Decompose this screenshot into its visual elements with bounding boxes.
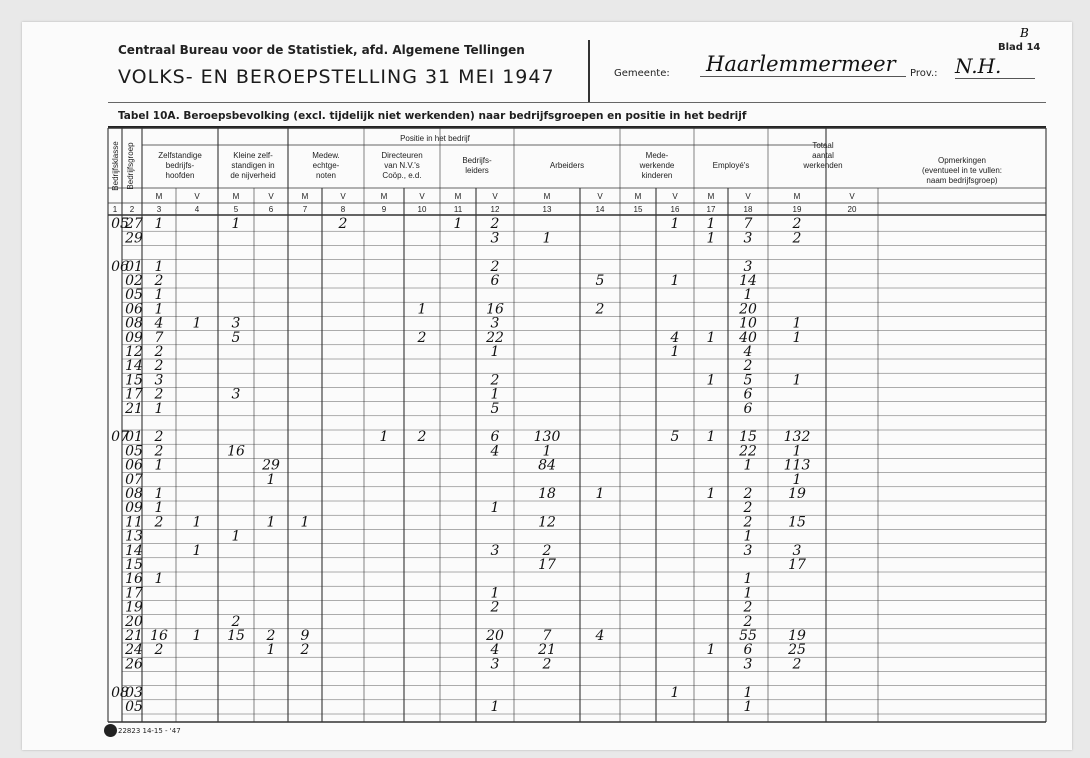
- column-number: 16: [670, 205, 680, 214]
- bedrijfsgroep-cell: 17: [125, 386, 143, 403]
- mv-label: M: [634, 192, 642, 201]
- mv-label: V: [194, 192, 200, 201]
- table-cell-value: 1: [792, 443, 802, 460]
- column-number: 7: [302, 205, 308, 214]
- mv-label: M: [793, 192, 801, 201]
- table-cell-value: 1: [154, 287, 164, 304]
- column-number: 10: [417, 205, 427, 214]
- column-number: 9: [381, 205, 387, 214]
- table-cell-value: 6: [490, 429, 500, 446]
- table-cell-value: 1: [154, 486, 164, 502]
- column-number: 11: [453, 205, 463, 214]
- table-cell-value: 20: [739, 301, 757, 318]
- table-cell-value: 1: [706, 642, 716, 659]
- table-cell-value: 3: [231, 386, 241, 403]
- table-cell-value: 1: [743, 287, 753, 304]
- table-cell-value: 2: [490, 372, 500, 389]
- bedrijfsgroep-header: Bedrijfsgroep: [126, 142, 135, 190]
- table-cell-value: 2: [743, 358, 753, 375]
- bedrijfsgroep-cell: 09: [125, 500, 143, 517]
- group-header-label: Medew.: [312, 151, 340, 160]
- table-cell-value: 1: [743, 528, 753, 545]
- table-cell-value: 2: [542, 542, 552, 559]
- table-cell-value: 15: [227, 628, 245, 644]
- table-cell-value: 40: [739, 329, 757, 346]
- bedrijfsklasse-header: Bedrijfsklasse: [111, 141, 120, 191]
- table-cell-value: 2: [595, 301, 605, 318]
- form-title: VOLKS- EN BEROEPSTELLING 31 MEI 1947: [118, 66, 555, 88]
- table-cell-value: 2: [266, 628, 276, 644]
- table-cell-value: 1: [706, 486, 716, 502]
- column-number: 14: [595, 205, 605, 214]
- mv-label: V: [340, 192, 346, 201]
- table-cell-value: 1: [706, 429, 716, 446]
- group-header-label: hoofden: [165, 171, 195, 180]
- bedrijfsgroep-cell: 11: [125, 514, 143, 531]
- group-header-label: aantal: [812, 151, 834, 160]
- table-cell-value: 2: [743, 514, 753, 531]
- bedrijfsgroep-cell: 08: [125, 315, 143, 332]
- positie-header: Positie in het bedrijf: [400, 134, 470, 143]
- bedrijfsgroep-cell: 01: [125, 429, 143, 446]
- opmerkingen-header: (eventueel in te vullen:: [921, 166, 1003, 175]
- table-cell-value: 2: [231, 613, 241, 630]
- table-cell-value: 19: [788, 628, 806, 644]
- group-header-label: Directeuren: [381, 151, 423, 160]
- group-header-label: werkenden: [803, 161, 843, 170]
- table-cell-value: 16: [486, 301, 504, 318]
- table-cell-value: 1: [192, 514, 202, 531]
- table-cell-value: 1: [154, 457, 164, 474]
- organization-header: Centraal Bureau voor de Statistiek, afd. Algemene Tellingen: [118, 43, 525, 57]
- table-cell-value: 2: [490, 599, 500, 616]
- mv-label: M: [301, 192, 309, 201]
- table-cell-value: 1: [490, 344, 500, 360]
- table-cell-value: 84: [538, 457, 556, 474]
- bedrijfsgroep-cell: 14: [125, 358, 143, 375]
- bedrijfsklasse-cell: 08: [111, 684, 129, 701]
- table-cell-value: 4: [154, 315, 164, 332]
- table-cell-value: 1: [417, 301, 427, 318]
- table-cell-value: 2: [417, 429, 427, 446]
- table-cell-value: 3: [743, 542, 753, 559]
- bedrijfsgroep-cell: 29: [125, 230, 143, 247]
- group-header-label: kinderen: [641, 171, 673, 180]
- mv-label: M: [454, 192, 462, 201]
- mv-label: M: [543, 192, 551, 201]
- mv-label: V: [492, 192, 498, 201]
- table-cell-value: 5: [231, 329, 241, 346]
- group-header-label: echtge-: [312, 161, 340, 170]
- table-cell-value: 5: [743, 372, 753, 389]
- mv-label: M: [155, 192, 163, 201]
- column-number: 19: [792, 205, 802, 214]
- table-cell-value: 1: [154, 500, 164, 517]
- column-number: 2: [129, 205, 135, 214]
- table-cell-value: 1: [670, 344, 680, 360]
- table-cell-value: 1: [706, 216, 716, 233]
- table-cell-value: 10: [739, 315, 757, 332]
- bedrijfsgroep-cell: 14: [125, 542, 143, 559]
- bedrijfsgroep-cell: 05: [125, 443, 143, 460]
- table-cell-value: 2: [792, 230, 802, 247]
- table-cell-value: 12: [538, 514, 556, 531]
- table-cell-value: 2: [490, 258, 500, 275]
- bedrijfsgroep-cell: 08: [125, 486, 143, 502]
- table-cell-value: 1: [670, 216, 680, 233]
- table-cell-value: 22: [486, 329, 504, 346]
- table-cell-value: 25: [788, 642, 806, 659]
- group-header-label: leiders: [465, 166, 489, 175]
- column-number: 20: [847, 205, 857, 214]
- table-cell-value: 1: [192, 542, 202, 559]
- province-label: Prov.:: [910, 68, 938, 79]
- table-cell-value: 9: [300, 628, 310, 644]
- gemeente-value: Haarlemmermeer: [700, 52, 906, 77]
- table-cell-value: 3: [154, 372, 164, 389]
- table-cell-value: 132: [783, 429, 811, 446]
- table-cell-value: 2: [792, 656, 802, 673]
- table-cell-value: 1: [706, 329, 716, 346]
- table-cell-value: 1: [192, 628, 202, 644]
- table-cell-value: 4: [595, 628, 605, 644]
- group-header-label: Employé's: [712, 161, 750, 170]
- table-cell-value: 2: [417, 329, 427, 346]
- bedrijfsgroep-cell: 21: [125, 400, 143, 417]
- table-cell-value: 1: [300, 514, 310, 531]
- bedrijfsgroep-cell: 06: [125, 457, 143, 474]
- group-header-label: van N.V.'s: [384, 161, 420, 170]
- bedrijfsgroep-cell: 05: [125, 287, 143, 304]
- table-cell-value: 1: [706, 372, 716, 389]
- mv-label: M: [380, 192, 388, 201]
- column-number: 18: [743, 205, 753, 214]
- table-cell-value: 2: [154, 443, 164, 460]
- group-header-label: Zelfstandige: [158, 151, 202, 160]
- table-cell-value: 19: [788, 486, 806, 502]
- table-cell-value: 2: [154, 514, 164, 531]
- table-cell-value: 1: [231, 216, 241, 233]
- bedrijfsgroep-cell: 17: [125, 585, 143, 602]
- table-cell-value: 4: [490, 642, 500, 659]
- table-cell-value: 1: [792, 372, 802, 389]
- table-cell-value: 2: [154, 344, 164, 360]
- bedrijfsklasse-cell: 07: [111, 429, 129, 446]
- table-cell-value: 2: [743, 613, 753, 630]
- bedrijfsgroep-cell: 03: [125, 684, 143, 701]
- table-cell-value: 20: [486, 628, 504, 644]
- table-cell-value: 1: [706, 230, 716, 247]
- printer-logo-icon: [104, 724, 117, 737]
- table-cell-value: 3: [490, 230, 500, 247]
- table-cell-value: 2: [154, 386, 164, 403]
- table-cell-value: 1: [490, 500, 500, 517]
- table-cell-value: 7: [542, 628, 552, 644]
- table-cell-value: 1: [490, 386, 500, 403]
- table-cell-value: 2: [743, 486, 753, 502]
- group-header-label: noten: [315, 171, 337, 180]
- table-cell-value: 2: [154, 642, 164, 659]
- bedrijfsgroep-cell: 13: [125, 528, 143, 545]
- mv-label: V: [745, 192, 751, 201]
- table-cell-value: 18: [538, 486, 556, 502]
- table-cell-value: 130: [533, 429, 561, 446]
- table-cell-value: 6: [743, 642, 753, 659]
- table-cell-value: 1: [192, 315, 202, 332]
- group-header-label: Bedrijfs-: [462, 156, 492, 165]
- table-cell-value: 1: [154, 258, 164, 275]
- bedrijfsgroep-cell: 09: [125, 329, 143, 346]
- bedrijfsgroep-cell: 07: [125, 471, 143, 488]
- page-letter-mark: B: [1020, 26, 1029, 40]
- table-cell-value: 4: [490, 443, 500, 460]
- table-cell-value: 2: [792, 216, 802, 233]
- table-cell-value: 1: [792, 315, 802, 332]
- bedrijfsgroep-cell: 19: [125, 599, 143, 616]
- table-cell-value: 3: [743, 230, 753, 247]
- column-number: 12: [490, 205, 500, 214]
- table-cell-value: 1: [266, 471, 276, 488]
- table-cell-value: 5: [670, 429, 680, 446]
- opmerkingen-header: Opmerkingen: [937, 156, 987, 165]
- bedrijfsgroep-cell: 21: [125, 628, 143, 644]
- table-cell-value: 2: [300, 642, 310, 659]
- table-cell-value: 16: [227, 443, 245, 460]
- table-cell-value: 3: [743, 258, 753, 275]
- table-cell-value: 1: [743, 571, 753, 588]
- table-cell-value: 17: [538, 557, 556, 573]
- bedrijfsklasse-cell: 06: [111, 258, 129, 275]
- table-cell-value: 1: [743, 699, 753, 715]
- table-cell-value: 21: [538, 642, 556, 659]
- mv-label: V: [419, 192, 425, 201]
- group-header-label: de nijverheid: [230, 171, 276, 180]
- mv-label: V: [597, 192, 603, 201]
- bedrijfsgroep-cell: 24: [125, 642, 143, 659]
- table-cell-value: 1: [490, 585, 500, 602]
- opmerkingen-header: naam bedrijfsgroep): [926, 176, 998, 185]
- column-number: 13: [542, 205, 552, 214]
- table-cell-value: 22: [739, 443, 757, 460]
- table-cell-value: 1: [453, 216, 463, 233]
- mv-label: V: [672, 192, 678, 201]
- table-cell-value: 16: [150, 628, 168, 644]
- table-cell-value: 5: [595, 273, 605, 289]
- table-cell-value: 7: [154, 329, 164, 346]
- table-cell-value: 1: [154, 400, 164, 417]
- table-cell-value: 6: [743, 400, 753, 417]
- bedrijfsgroep-cell: 15: [125, 557, 143, 573]
- table-cell-value: 3: [490, 656, 500, 673]
- mv-label: V: [849, 192, 855, 201]
- group-header-label: bedrijfs-: [165, 161, 195, 170]
- group-header-label: werkende: [639, 161, 675, 170]
- column-number: 4: [194, 205, 200, 214]
- table-cell-value: 55: [739, 628, 757, 644]
- mv-label: V: [268, 192, 274, 201]
- table-cell-value: 1: [542, 230, 552, 247]
- group-header-label: Totaal: [812, 141, 834, 150]
- table-cell-value: 1: [231, 528, 241, 545]
- group-header-label: Coöp., e.d.: [382, 171, 422, 180]
- table-cell-value: 2: [743, 500, 753, 517]
- bedrijfsgroep-cell: 20: [125, 613, 143, 630]
- bedrijfsgroep-cell: 02: [125, 273, 143, 289]
- table-cell-value: 1: [670, 684, 680, 701]
- bedrijfsgroep-cell: 12: [125, 344, 143, 360]
- table-cell-value: 1: [743, 585, 753, 602]
- group-header-label: Arbeiders: [549, 161, 585, 170]
- bedrijfsgroep-cell: 01: [125, 258, 143, 275]
- table-cell-value: 2: [743, 599, 753, 616]
- table-cell-value: 15: [739, 429, 757, 446]
- table-cell-value: 1: [379, 429, 389, 446]
- column-number: 8: [340, 205, 346, 214]
- table-cell-value: 2: [542, 656, 552, 673]
- bedrijfsgroep-cell: 15: [125, 372, 143, 389]
- table-cell-value: 7: [743, 216, 753, 233]
- table-cell-value: 1: [266, 642, 276, 659]
- table-cell-value: 3: [231, 315, 241, 332]
- table-cell-value: 1: [154, 571, 164, 588]
- table-cell-value: 14: [739, 273, 757, 289]
- table-cell-value: 6: [490, 273, 500, 289]
- table-cell-value: 1: [792, 329, 802, 346]
- table-cell-value: 2: [154, 358, 164, 375]
- table-cell-value: 1: [670, 273, 680, 289]
- bedrijfsgroep-cell: 26: [125, 656, 143, 673]
- province-value: N.H.: [955, 54, 1035, 79]
- page-number: Blad 14: [998, 42, 1041, 53]
- column-number: 1: [112, 205, 118, 214]
- table-cell-value: 5: [490, 400, 500, 417]
- table-cell-value: 2: [154, 273, 164, 289]
- column-number: 3: [156, 205, 162, 214]
- table-cell-value: 6: [743, 386, 753, 403]
- mv-label: M: [232, 192, 240, 201]
- table-cell-value: 1: [154, 301, 164, 318]
- bedrijfsgroep-cell: 27: [125, 216, 143, 233]
- table-cell-value: 3: [792, 542, 802, 559]
- table-cell-value: 1: [154, 216, 164, 233]
- bedrijfsklasse-cell: 05: [111, 216, 129, 233]
- table-cell-value: 1: [792, 471, 802, 488]
- table-cell-value: 1: [542, 443, 552, 460]
- bedrijfsgroep-cell: 05: [125, 699, 143, 715]
- column-number: 6: [268, 205, 274, 214]
- table-cell-value: 3: [743, 656, 753, 673]
- column-number: 5: [233, 205, 239, 214]
- table-cell-value: 15: [788, 514, 806, 531]
- table-cell-value: 1: [490, 699, 500, 715]
- table-cell-value: 29: [262, 457, 280, 474]
- table-cell-value: 17: [788, 557, 806, 573]
- gemeente-label: Gemeente:: [614, 68, 670, 79]
- form-footer-code: 22823 14-15 - '47: [118, 727, 181, 735]
- table-cell-value: 2: [154, 429, 164, 446]
- table-title: Tabel 10A. Beroepsbevolking (excl. tijdelijk niet werkenden) naar bedrijfsgroepen en positie in het bedrijf: [118, 110, 747, 122]
- group-header-label: Kleine zelf-: [233, 151, 273, 160]
- table-cell-value: 1: [266, 514, 276, 531]
- table-cell-value: 113: [783, 457, 811, 474]
- column-number: 17: [706, 205, 716, 214]
- group-header-label: standigen in: [231, 161, 275, 170]
- table-cell-value: 3: [490, 542, 500, 559]
- table-cell-value: 4: [670, 329, 680, 346]
- table-cell-value: 4: [743, 344, 753, 360]
- table-cell-value: 1: [595, 486, 605, 502]
- table-cell-value: 2: [338, 216, 348, 233]
- table-cell-value: 1: [743, 684, 753, 701]
- table-cell-value: 2: [490, 216, 500, 233]
- table-cell-value: 3: [490, 315, 500, 332]
- table-cell-value: 1: [743, 457, 753, 474]
- bedrijfsgroep-cell: 06: [125, 301, 143, 318]
- mv-label: M: [707, 192, 715, 201]
- group-header-label: Mede-: [645, 151, 669, 160]
- column-number: 15: [633, 205, 643, 214]
- bedrijfsgroep-cell: 16: [125, 571, 143, 588]
